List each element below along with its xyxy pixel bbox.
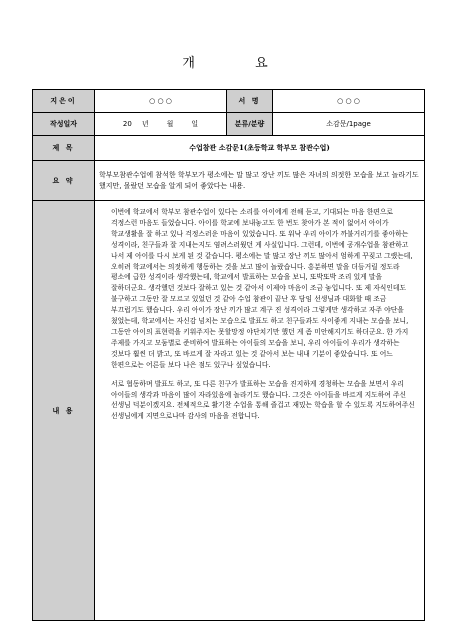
content-paragraph-1: 이번에 학교에서 학부모 참관수업이 있다는 소리를 아이에게 전해 듣고, 기대되는 마음 한편으로 걱정스런 마음도 들었습니다. 아이를 학교에 보내놓고도 한 번도 찾아가 본 적이 없어서 아이가 학교생활을 잘 하고 있나 걱정스러운 마음이 있었습니다. 또 워낙 우리 아이가 까불거리기를 좋아하는 성격이라, 친구들과 잘 지내는지도 염려스러웠던 게 사실입니다. 그런데, 이번에 공개수업을 참관하고 나서 제 아이를 다시 보게 된 것 같습니다. 평소에는 말 많고 장난 끼도 많아서 엄하게 꾸짖고 그랬는데, 오히려 학교에서는 의젓하게 행동하는 것을 보고 많이 놀랐습니다. 흥분하면 말을 더듬거릴 정도라 평소에 급한 성격이라 생각했는데, 학교에서 발표하는 모습을 보니, 또박또박 조리 있게 말을 잘하더군요. 생각했던 것보다 잘하고 있는 것 같아서 이제야 마음이 조금 놓입니다. 또 제 자식인데도 불구하고 그동안 잘 모르고 있었던 것 같아 수업 참관이 끝난 후 담임 선생님과 대화할 때 조금 부끄럽기도 했습니다. 우리 아이가 장난 끼가 많고 계구 진 성격이라 그렇게만 생각하고 자주 야단을 쳤었는데, 학교에서는 자신감 넘치는 모습으로 발표도 하고 친구들과도 사이좋게 지내는 모습을 보니, 그동안 아이의 표현력을 키워주지는 못할망정 야단치기만 했던 게 좀 미안해지기도 하더군요. 한 가지 주제를 가지고 모둠별로 준비하여 발표하는 아이들의 모습을 보니, 우리 아이들이 우리가 생각하는 것보다 훨씬 더 밝고, 또 바르게 잘 자라고 있는 것 같아서 보는 내내 기분이 좋았습니다. 또 어느 한편으로는 어른들 보다 나은 점도 있구나 싶었습니다. <box>111 208 415 369</box>
content-label: 내 용 <box>33 201 95 621</box>
summary-label: 요 약 <box>33 161 95 201</box>
summary-row <box>33 161 425 201</box>
book-title-label: 서 명 <box>227 90 273 113</box>
subject-label: 제 목 <box>33 136 95 161</box>
date-month-unit: 월 <box>166 120 174 128</box>
content-paragraph-2: 서로 협동하며 발표도 하고, 또 다른 친구가 발표하는 모습을 진지하게 경청하는 모습을 보면서 우리 아이들의 생각과 마음이 많이 자라있음에 놀라기도 했습니다. 그것은 아이들을 바르게 지도하여 주신 선생님 덕분이겠지요. 전체적으로 활기찬 수업을 통해 즐겁고 재밌는 학습을 할 수 있도록 지도하여주신 선생님에게 지면으로나마 감사의 마음을 전합니다. <box>111 379 418 421</box>
category-label: 분류/분량 <box>227 113 273 136</box>
page-title: 개 요 <box>182 56 296 71</box>
date-label: 작성일자 <box>33 113 95 136</box>
author-value: ○ ○ ○ <box>95 90 227 113</box>
subject-value: 수업참관 소감문1(초등학교 학부모 참관수업) <box>95 136 425 161</box>
author-row <box>33 90 425 113</box>
content-body <box>95 201 425 621</box>
book-title-value: ○ ○ ○ <box>273 90 425 113</box>
summary-value: 학부모참관수업에 참석한 학부모가 평소에는 말 많고 장난 끼도 많은 자녀의 의젓한 모습을 보고 놀라기도 했지만, 몰랐던 모습을 알게 되어 좋았다는 내용. <box>95 161 425 201</box>
author-label: 지은이 <box>33 90 95 113</box>
subject-row <box>33 136 425 161</box>
date-year-unit: 년 <box>141 120 149 128</box>
date-row <box>33 113 425 136</box>
content-row <box>33 201 425 621</box>
date-year: 20 <box>122 120 132 128</box>
date-value <box>95 113 227 136</box>
category-value: 소감문/1page <box>273 113 425 136</box>
date-day-unit: 일 <box>191 120 199 128</box>
summary-form-table <box>32 89 425 621</box>
